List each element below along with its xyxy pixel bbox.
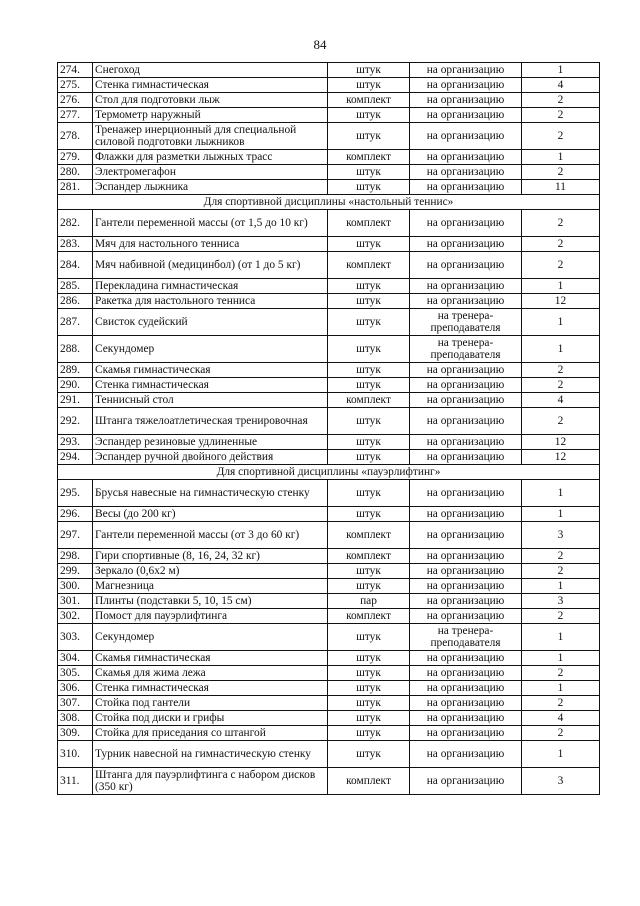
table-row (58, 450, 600, 465)
item-unit: комплект (328, 609, 410, 624)
table-row (58, 252, 600, 279)
item-scope: на организацию (410, 435, 522, 450)
item-quantity: 12 (522, 450, 600, 465)
item-quantity: 4 (522, 711, 600, 726)
item-number: 296. (58, 507, 93, 522)
item-name: Эспандер резиновые удлиненные (93, 435, 328, 450)
item-quantity: 2 (522, 549, 600, 564)
section-heading-row (58, 465, 600, 480)
item-unit: штук (328, 363, 410, 378)
item-quantity: 1 (522, 507, 600, 522)
table-row (58, 549, 600, 564)
item-name: Скамья гимнастическая (93, 363, 328, 378)
item-quantity: 12 (522, 294, 600, 309)
item-name: Плинты (подставки 5, 10, 15 см) (93, 594, 328, 609)
item-unit: штук (328, 336, 410, 363)
item-name: Ракетка для настольного тенниса (93, 294, 328, 309)
item-quantity: 1 (522, 279, 600, 294)
item-scope: на организацию (410, 63, 522, 78)
item-scope: на организацию (410, 564, 522, 579)
item-name: Стол для подготовки лыж (93, 93, 328, 108)
item-number: 285. (58, 279, 93, 294)
table-row (58, 651, 600, 666)
item-name: Магнезница (93, 579, 328, 594)
item-quantity: 2 (522, 165, 600, 180)
item-quantity: 2 (522, 666, 600, 681)
item-quantity: 2 (522, 363, 600, 378)
item-name: Стойка для приседания со штангой (93, 726, 328, 741)
section-heading-row (58, 195, 600, 210)
item-number: 305. (58, 666, 93, 681)
table-row (58, 336, 600, 363)
table-row (58, 768, 600, 795)
table-row (58, 165, 600, 180)
item-scope: на организацию (410, 609, 522, 624)
table-row (58, 522, 600, 549)
item-unit: комплект (328, 93, 410, 108)
item-number: 308. (58, 711, 93, 726)
item-quantity: 2 (522, 210, 600, 237)
item-unit: штук (328, 651, 410, 666)
item-scope: на организацию (410, 123, 522, 150)
item-unit: штук (328, 294, 410, 309)
table-row (58, 579, 600, 594)
item-name: Весы (до 200 кг) (93, 507, 328, 522)
item-quantity: 1 (522, 480, 600, 507)
item-unit: штук (328, 579, 410, 594)
item-name: Зеркало (0,6х2 м) (93, 564, 328, 579)
item-number: 279. (58, 150, 93, 165)
table-row (58, 309, 600, 336)
item-scope: на организацию (410, 294, 522, 309)
item-number: 278. (58, 123, 93, 150)
item-scope: на организацию (410, 450, 522, 465)
item-scope: на организацию (410, 363, 522, 378)
item-scope: на организацию (410, 726, 522, 741)
table-row (58, 624, 600, 651)
item-quantity: 4 (522, 78, 600, 93)
item-quantity: 1 (522, 651, 600, 666)
equipment-table (57, 62, 600, 795)
equipment-table-body (58, 63, 600, 795)
item-name: Секундомер (93, 336, 328, 363)
item-unit: штук (328, 507, 410, 522)
item-quantity: 2 (522, 564, 600, 579)
item-scope: на организацию (410, 165, 522, 180)
item-name: Эспандер ручной двойного действия (93, 450, 328, 465)
item-unit: штук (328, 564, 410, 579)
table-row (58, 393, 600, 408)
item-quantity: 2 (522, 108, 600, 123)
item-quantity: 1 (522, 336, 600, 363)
item-quantity: 1 (522, 579, 600, 594)
item-name: Стенка гимнастическая (93, 681, 328, 696)
item-scope: на организацию (410, 393, 522, 408)
item-quantity: 3 (522, 768, 600, 795)
item-quantity: 1 (522, 741, 600, 768)
item-scope: на организацию (410, 108, 522, 123)
table-row (58, 63, 600, 78)
item-name: Штанга тяжелоатлетическая тренировочная (93, 408, 328, 435)
item-name: Гантели переменной массы (от 3 до 60 кг) (93, 522, 328, 549)
item-unit: штук (328, 237, 410, 252)
item-scope: на организацию (410, 252, 522, 279)
item-quantity: 1 (522, 309, 600, 336)
item-number: 309. (58, 726, 93, 741)
item-name: Мяч для настольного тенниса (93, 237, 328, 252)
item-number: 311. (58, 768, 93, 795)
table-row (58, 78, 600, 93)
item-unit: штук (328, 450, 410, 465)
item-number: 282. (58, 210, 93, 237)
item-scope: на организацию (410, 210, 522, 237)
item-scope: на организацию (410, 237, 522, 252)
section-heading: Для спортивной дисциплины «настольный теннис» (58, 195, 600, 210)
item-quantity: 2 (522, 237, 600, 252)
item-unit: штук (328, 681, 410, 696)
item-name: Скамья гимнастическая (93, 651, 328, 666)
item-number: 286. (58, 294, 93, 309)
item-number: 283. (58, 237, 93, 252)
item-unit: комплект (328, 210, 410, 237)
item-quantity: 2 (522, 609, 600, 624)
item-unit: штук (328, 408, 410, 435)
table-row (58, 294, 600, 309)
item-quantity: 2 (522, 93, 600, 108)
item-name: Стойка под диски и грифы (93, 711, 328, 726)
item-quantity: 2 (522, 252, 600, 279)
item-name: Стенка гимнастическая (93, 78, 328, 93)
section-heading: Для спортивной дисциплины «пауэрлифтинг» (58, 465, 600, 480)
item-quantity: 11 (522, 180, 600, 195)
item-name: Секундомер (93, 624, 328, 651)
item-number: 307. (58, 696, 93, 711)
table-row (58, 480, 600, 507)
item-quantity: 3 (522, 522, 600, 549)
item-name: Штанга для пауэрлифтинга с набором дисков (350 кг) (93, 768, 328, 795)
item-quantity: 2 (522, 123, 600, 150)
item-name: Флажки для разметки лыжных трасс (93, 150, 328, 165)
item-number: 288. (58, 336, 93, 363)
item-name: Стенка гимнастическая (93, 378, 328, 393)
table-row (58, 279, 600, 294)
item-name: Термометр наружный (93, 108, 328, 123)
item-name: Электромегафон (93, 165, 328, 180)
table-row (58, 594, 600, 609)
item-number: 303. (58, 624, 93, 651)
item-scope: на организацию (410, 768, 522, 795)
item-scope: на организацию (410, 279, 522, 294)
item-unit: штук (328, 666, 410, 681)
item-scope: на организацию (410, 150, 522, 165)
item-name: Снегоход (93, 63, 328, 78)
item-unit: штук (328, 435, 410, 450)
item-number: 302. (58, 609, 93, 624)
item-quantity: 1 (522, 681, 600, 696)
item-number: 291. (58, 393, 93, 408)
item-number: 281. (58, 180, 93, 195)
item-name: Гантели переменной массы (от 1,5 до 10 кг) (93, 210, 328, 237)
table-row (58, 123, 600, 150)
item-number: 289. (58, 363, 93, 378)
table-row (58, 564, 600, 579)
table-row (58, 378, 600, 393)
item-name: Тренажер инерционный для специальной силовой подготовки лыжников (93, 123, 328, 150)
item-name: Скамья для жима лежа (93, 666, 328, 681)
item-unit: штук (328, 165, 410, 180)
item-quantity: 2 (522, 378, 600, 393)
item-unit: штук (328, 108, 410, 123)
item-unit: штук (328, 279, 410, 294)
item-unit: штук (328, 711, 410, 726)
table-row (58, 435, 600, 450)
item-scope: на организацию (410, 408, 522, 435)
item-quantity: 2 (522, 696, 600, 711)
item-quantity: 1 (522, 150, 600, 165)
item-name: Турник навесной на гимнастическую стенку (93, 741, 328, 768)
item-quantity: 12 (522, 435, 600, 450)
item-number: 293. (58, 435, 93, 450)
item-scope: на организацию (410, 180, 522, 195)
table-row (58, 363, 600, 378)
table-row (58, 108, 600, 123)
item-name: Теннисный стол (93, 393, 328, 408)
table-row (58, 609, 600, 624)
item-scope: на организацию (410, 594, 522, 609)
item-scope: на организацию (410, 93, 522, 108)
item-scope: на организацию (410, 480, 522, 507)
item-unit: штук (328, 741, 410, 768)
table-row (58, 666, 600, 681)
item-quantity: 1 (522, 63, 600, 78)
item-scope: на организацию (410, 741, 522, 768)
item-scope: на тренера-преподавателя (410, 309, 522, 336)
item-unit: штук (328, 180, 410, 195)
item-quantity: 2 (522, 408, 600, 435)
item-unit: комплект (328, 522, 410, 549)
item-number: 299. (58, 564, 93, 579)
page-number: 84 (313, 37, 327, 52)
item-name: Эспандер лыжника (93, 180, 328, 195)
item-scope: на организацию (410, 681, 522, 696)
table-row (58, 180, 600, 195)
item-unit: штук (328, 63, 410, 78)
item-unit: комплект (328, 549, 410, 564)
item-name: Стойка под гантели (93, 696, 328, 711)
item-scope: на организацию (410, 711, 522, 726)
item-unit: штук (328, 696, 410, 711)
item-quantity: 4 (522, 393, 600, 408)
item-number: 306. (58, 681, 93, 696)
item-name: Брусья навесные на гимнастическую стенку (93, 480, 328, 507)
item-unit: комплект (328, 768, 410, 795)
item-quantity: 3 (522, 594, 600, 609)
item-scope: на организацию (410, 579, 522, 594)
item-number: 276. (58, 93, 93, 108)
item-number: 297. (58, 522, 93, 549)
item-quantity: 1 (522, 624, 600, 651)
item-name: Перекладина гимнастическая (93, 279, 328, 294)
item-number: 280. (58, 165, 93, 180)
table-row (58, 711, 600, 726)
item-scope: на организацию (410, 666, 522, 681)
table-row (58, 741, 600, 768)
item-unit: штук (328, 378, 410, 393)
item-number: 300. (58, 579, 93, 594)
table-row (58, 210, 600, 237)
item-quantity: 2 (522, 726, 600, 741)
item-number: 301. (58, 594, 93, 609)
item-scope: на организацию (410, 696, 522, 711)
item-unit: комплект (328, 150, 410, 165)
item-scope: на тренера-преподавателя (410, 624, 522, 651)
item-name: Свисток судейский (93, 309, 328, 336)
table-row (58, 408, 600, 435)
item-scope: на организацию (410, 549, 522, 564)
item-number: 277. (58, 108, 93, 123)
table-row (58, 237, 600, 252)
item-unit: штук (328, 309, 410, 336)
table-row (58, 150, 600, 165)
item-number: 298. (58, 549, 93, 564)
item-number: 304. (58, 651, 93, 666)
item-unit: комплект (328, 252, 410, 279)
item-number: 292. (58, 408, 93, 435)
item-name: Гири спортивные (8, 16, 24, 32 кг) (93, 549, 328, 564)
item-unit: штук (328, 726, 410, 741)
item-unit: штук (328, 624, 410, 651)
item-scope: на организацию (410, 522, 522, 549)
item-number: 294. (58, 450, 93, 465)
table-row (58, 726, 600, 741)
item-unit: штук (328, 123, 410, 150)
item-number: 287. (58, 309, 93, 336)
item-number: 275. (58, 78, 93, 93)
table-row (58, 681, 600, 696)
item-number: 290. (58, 378, 93, 393)
item-unit: штук (328, 78, 410, 93)
item-number: 284. (58, 252, 93, 279)
item-name: Мяч набивной (медицинбол) (от 1 до 5 кг) (93, 252, 328, 279)
item-scope: на организацию (410, 507, 522, 522)
item-unit: штук (328, 480, 410, 507)
table-row (58, 696, 600, 711)
item-number: 274. (58, 63, 93, 78)
item-scope: на тренера-преподавателя (410, 336, 522, 363)
table-row (58, 507, 600, 522)
table-row (58, 93, 600, 108)
item-name: Помост для пауэрлифтинга (93, 609, 328, 624)
item-scope: на организацию (410, 378, 522, 393)
item-unit: комплект (328, 393, 410, 408)
item-unit: пар (328, 594, 410, 609)
item-scope: на организацию (410, 651, 522, 666)
item-number: 295. (58, 480, 93, 507)
item-number: 310. (58, 741, 93, 768)
item-scope: на организацию (410, 78, 522, 93)
